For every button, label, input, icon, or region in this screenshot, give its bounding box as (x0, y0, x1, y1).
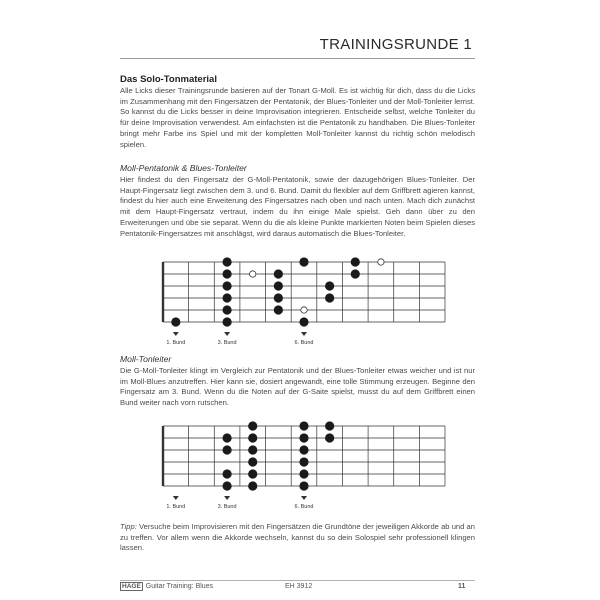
blue-note-dot (378, 259, 384, 265)
note-dot (325, 293, 334, 302)
note-dot (222, 269, 231, 278)
fret-label: 1. Bund (166, 504, 186, 510)
note-dot (274, 281, 283, 290)
series-title: Guitar Training: Blues (145, 583, 214, 590)
pentatonic-heading: Moll-Pentatonik & Blues-Tonleiter (120, 163, 247, 173)
publisher-logo: HAGE (122, 583, 141, 590)
note-dot (222, 257, 231, 266)
note-dot (299, 317, 308, 326)
note-dot (171, 317, 180, 326)
note-dot (248, 445, 257, 454)
fret-marker (173, 332, 179, 336)
intro-heading: Das Solo-Tonmaterial (120, 74, 217, 85)
note-dot (351, 269, 360, 278)
note-dot (325, 281, 334, 290)
minor-fretboard-diagram (155, 420, 455, 510)
fret-label: 6. Bund (294, 504, 314, 510)
blue-note-dot (301, 307, 307, 313)
note-dot (325, 421, 334, 430)
fret-label: 3. Bund (217, 504, 237, 510)
note-dot (248, 433, 257, 442)
note-dot (274, 305, 283, 314)
footer-left (120, 583, 213, 590)
note-dot (222, 293, 231, 302)
note-dot (222, 445, 231, 454)
pentatonic-paragraph: Hier findest du den Fingersatz der G-Moll-Pentatonik, sowie der dazugehörigen Blues-Tonleiter. Der Haupt-Fingersatz liegt zwischen dem 3. und 6. Bund. Damit du flexibler auf dem Griffbrett agieren kannst, findest du hier auch eine Erweiterung des Fingersatzes nach oben und nach unten. Mach dich zunächst mit dem Haupt-Fingersatz vertraut, indem du ihn einige Male spielst. Geh dann über zu den Erweiterungen und übe sie separat. Wenn du die als kleine Punkte markierten Noten beim Spielen dieses Pentatonik-Fingersatzes mit anschlägst, wird daraus automatisch die Blues-Tonleiter. (120, 175, 475, 238)
minor-heading: Moll-Tonleiter (120, 354, 172, 364)
note-dot (351, 257, 360, 266)
note-dot (248, 457, 257, 466)
fret-marker (224, 332, 230, 336)
title-rule (120, 58, 475, 59)
note-dot (222, 317, 231, 326)
tip-text: Versuche beim Improvisieren mit den Fingersätzen die Grundtöne der jeweiligen Akkorde ab und an zu treffen. Vor allem wenn die Akkorde wechseln, kannst du so dein Solospiel sehr professionell klingen lassen. (120, 522, 475, 553)
note-dot (222, 305, 231, 314)
tip-label: Tipp: (120, 522, 137, 531)
note-dot (299, 433, 308, 442)
note-dot (248, 481, 257, 490)
note-dot (299, 481, 308, 490)
fret-marker (224, 496, 230, 500)
note-dot (222, 481, 231, 490)
note-dot (274, 269, 283, 278)
note-dot (222, 469, 231, 478)
chapter-title: TRAININGSRUNDE 1 (319, 36, 472, 53)
footer-rule (120, 580, 475, 581)
minor-paragraph: Die G-Moll-Tonleiter klingt im Vergleich zur Pentatonik und der Blues-Tonleiter etwas weicher und ist nur im Moll-Blues anzutreffen. Hier kann sie, dosiert angewandt, eine tolle Stimmung erzeugen. Beginne den Fingersatz am 3. Bund. Wenn du die Noten auf der G-Saite spielst, musst du auf dem Griffbrett einen Bund weiter nach vorn rutschen. (120, 366, 475, 408)
fret-marker (301, 332, 307, 336)
fret-label: 3. Bund (217, 340, 237, 346)
note-dot (222, 281, 231, 290)
note-dot (299, 421, 308, 430)
fret-marker (301, 496, 307, 500)
blue-note-dot (250, 271, 256, 277)
note-dot (248, 469, 257, 478)
note-dot (248, 421, 257, 430)
note-dot (222, 433, 231, 442)
note-dot (274, 293, 283, 302)
fret-marker (173, 496, 179, 500)
page-number: 11 (458, 583, 466, 590)
pentatonic-fretboard-diagram (155, 256, 455, 346)
note-dot (325, 433, 334, 442)
fret-label: 1. Bund (166, 340, 186, 346)
intro-paragraph: Alle Licks dieser Trainingsrunde basieren auf der Tonart G-Moll. Es ist wichtig für dich, dass du die Licks im Zusammenhang mit den Fingersätzen der Pentatonik, der Blues-Tonleiter und der Moll-Tonleiter lernst. So kannst du die Licks besser in deine Improvisation integrieren. Entscheide selbst, welche Tonleiter du für deine Improvisation verwendest. Am einfachsten ist die Pentatonik zu handhaben. Die Blues-Tonleiter bringt mehr Farbe ins Spiel und mit der kompletten Moll-Tonleiter kannst du richtig schön melodisch spielen. (120, 86, 475, 149)
note-dot (299, 469, 308, 478)
note-dot (299, 457, 308, 466)
note-dot (299, 445, 308, 454)
edition-code: EH 3912 (285, 583, 313, 590)
fret-label: 6. Bund (294, 340, 314, 346)
note-dot (299, 257, 308, 266)
tip-paragraph (120, 522, 475, 554)
